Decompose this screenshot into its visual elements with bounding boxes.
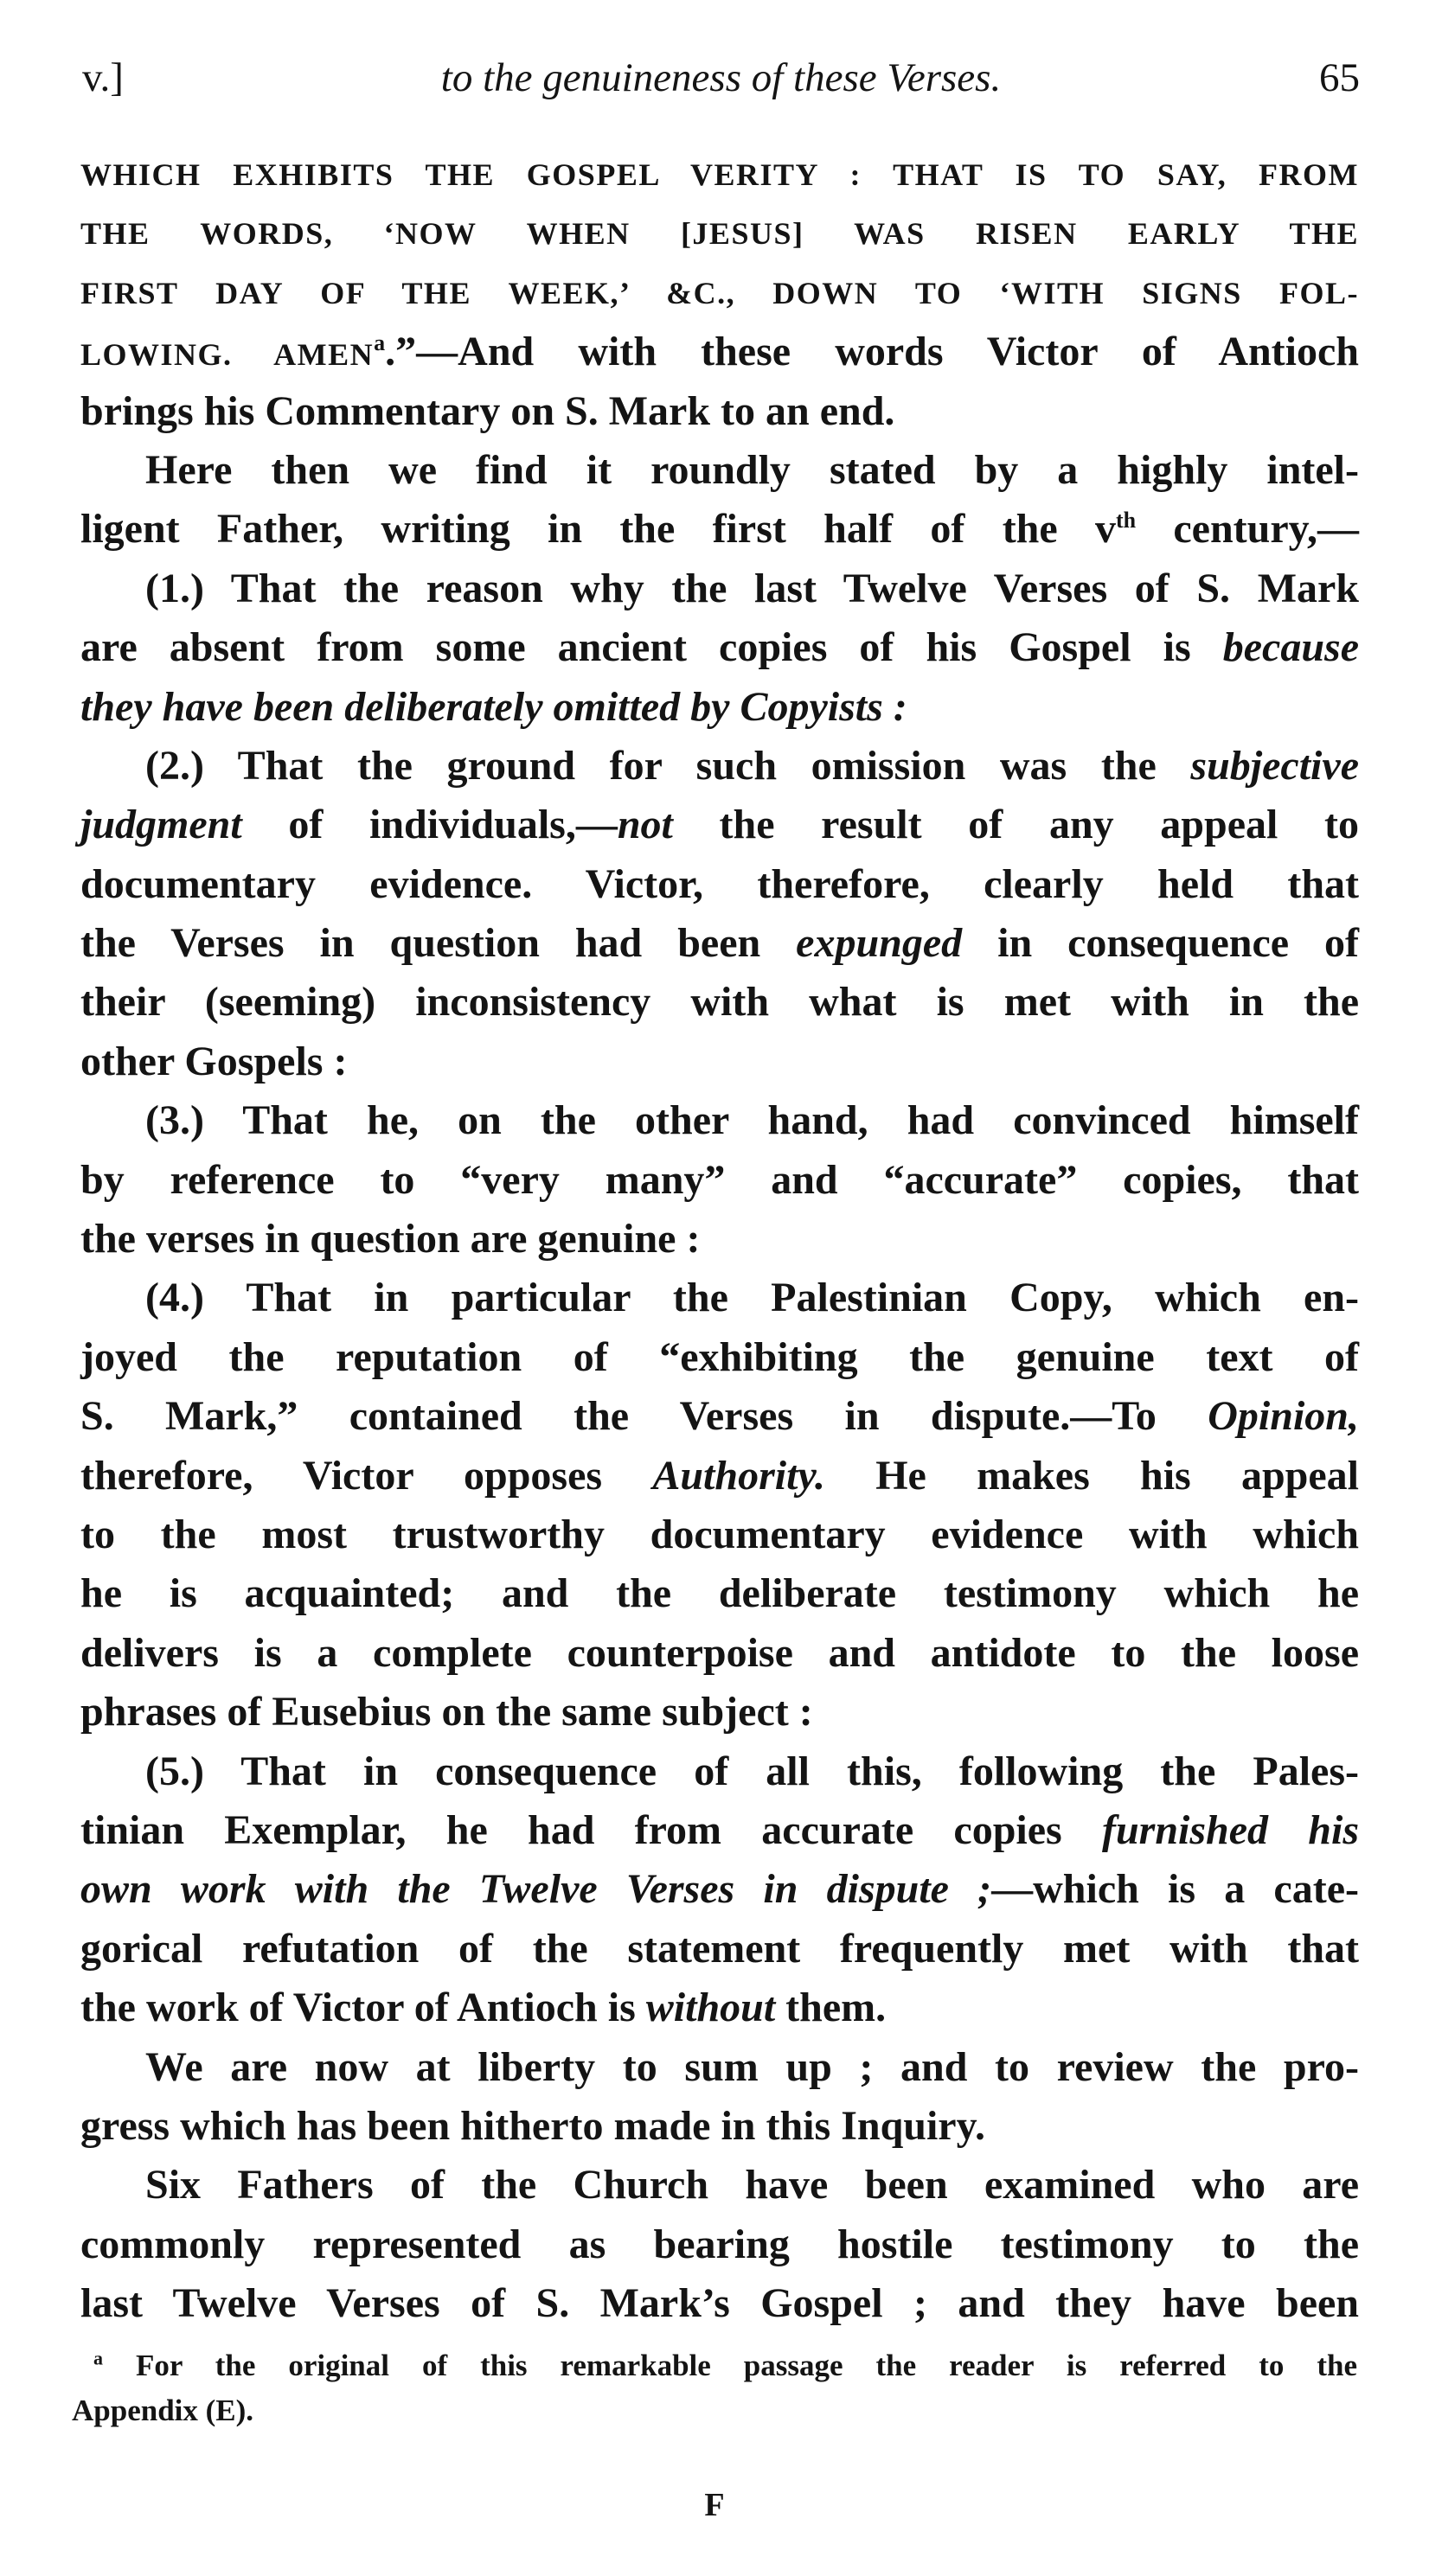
text-line	[80, 323, 1359, 381]
italic-text: Opinion,	[1208, 1393, 1359, 1440]
text-line: FIRST DAY OF THE WEEK,’ &C., DOWN TO ‘WITH SIGNS FOL-	[80, 275, 1359, 310]
text-segment: .”—And with these words Victor of Antioch	[385, 329, 1360, 375]
text-line: by reference to “very many” and “accurate” copies, that	[80, 1156, 1359, 1203]
text-segment: LOWING. AMEN	[80, 337, 375, 373]
text-line	[80, 1978, 1359, 2037]
italic-text: furnished his	[1101, 1806, 1360, 1853]
text-line: he is acquainted; and the deliberate testimony which he	[80, 1570, 1359, 1617]
superscript: th	[1115, 508, 1137, 534]
italic-text: subjective	[1190, 742, 1359, 789]
running-header	[82, 48, 1360, 108]
footnote-ref: a	[374, 330, 386, 356]
text-line: to the most trustworthy documentary evidence with which	[80, 1511, 1359, 1557]
text-segment: the Verses in question had been	[80, 920, 797, 967]
italic-text: own work with the Twelve Verses in dispute ;	[80, 1866, 992, 1913]
text-line: the verses in question are genuine :	[80, 1216, 701, 1262]
text-line	[80, 500, 1359, 559]
text-line: brings his Commentary on S. Mark to an end.	[80, 387, 895, 434]
text-line	[80, 1860, 1359, 1919]
text-line	[80, 1447, 1359, 1505]
text-segment: ligent Father, writing in the first half of the v	[80, 506, 1116, 553]
text-line: last Twelve Verses of S. Mark’s Gospel ; and they have been	[80, 2280, 1359, 2327]
italic-text: judgment	[80, 802, 242, 848]
text-segment: of individuals,—	[241, 802, 618, 848]
text-segment: them.	[775, 1985, 887, 2031]
text-segment: the work of Victor of Antioch is	[80, 1985, 646, 2031]
text-line	[80, 914, 1359, 973]
italic-text: Authority.	[652, 1452, 825, 1499]
footnote-line: Appendix (E).	[72, 2394, 254, 2427]
text-line: their (seeming) inconsistency with what is met with in the	[80, 979, 1359, 1026]
text-segment: (2.) That the ground for such omission was the	[145, 742, 1191, 789]
text-segment: the result of any appeal to	[672, 802, 1359, 848]
text-segment: in consequence of	[962, 920, 1360, 967]
text-line: (4.) That in particular the Palestinian Copy, which en-	[145, 1275, 1359, 1321]
footnote-line	[72, 2343, 1357, 2388]
italic-text: without	[645, 1985, 776, 2031]
text-line	[80, 678, 1359, 737]
text-line: Six Fathers of the Church have been examined who are	[145, 2162, 1359, 2208]
text-line	[80, 796, 1359, 854]
page-number: 65	[1319, 55, 1360, 100]
text-line: other Gospels :	[80, 1038, 348, 1084]
text-line: We are now at liberty to sum up ; and to review the pro-	[145, 2043, 1359, 2090]
text-line: phrases of Eusebius on the same subject :	[80, 1689, 813, 1735]
text-segment: therefore, Victor opposes	[80, 1452, 653, 1499]
text-line	[80, 1801, 1359, 1860]
text-line: gress which has been hitherto made in this Inquiry.	[80, 2102, 985, 2149]
text-line: commonly represented as bearing hostile testimony to the	[80, 2221, 1359, 2267]
italic-text: expunged	[796, 920, 963, 967]
text-line: WHICH EXHIBITS THE GOSPEL VERITY : THAT IS TO SAY, FROM	[80, 157, 1359, 192]
footnote-marker: a	[93, 2347, 103, 2369]
text-segment: He makes his appeal	[824, 1452, 1360, 1499]
text-line	[80, 1387, 1359, 1446]
footnote-text: For the original of this remarkable passage the reader is referred to the	[135, 2349, 1357, 2382]
text-line: gorical refutation of the statement frequently met with that	[80, 1925, 1359, 1972]
text-line: (1.) That the reason why the last Twelve Verses of S. Mark	[145, 565, 1359, 611]
text-line: Here then we find it roundly stated by a highly intel-	[145, 446, 1359, 493]
text-line: delivers is a complete counterpoise and antidote to the loose	[80, 1629, 1359, 1676]
italic-text: they have been deliberately omitted by Copyists :	[80, 683, 907, 730]
text-line	[80, 618, 1359, 677]
text-segment: century,—	[1136, 506, 1360, 553]
italic-text: because	[1222, 624, 1359, 671]
footnote	[72, 2343, 1357, 2433]
text-segment: —which is a cate-	[991, 1866, 1359, 1913]
text-segment: S. Mark,” contained the Verses in dispute.—To	[80, 1393, 1208, 1440]
text-line: (5.) That in consequence of all this, following the Pales-	[145, 1748, 1359, 1794]
chapter-marker: v.]	[82, 55, 124, 100]
running-title: to the genuineness of these Verses.	[440, 55, 1002, 100]
text-line: joyed the reputation of “exhibiting the genuine text of	[80, 1333, 1359, 1380]
text-line: THE WORDS, ‘NOW WHEN [JESUS] WAS RISEN EARLY THE	[80, 216, 1359, 252]
text-line	[80, 737, 1359, 796]
italic-text: not	[617, 802, 673, 848]
text-segment: are absent from some ancient copies of his Gospel is	[80, 624, 1223, 671]
signature-mark: F	[704, 2487, 725, 2523]
main-text	[80, 145, 1359, 2333]
text-line: (3.) That he, on the other hand, had convinced himself	[145, 1097, 1359, 1144]
text-segment: tinian Exemplar, he had from accurate copies	[80, 1806, 1102, 1853]
text-line: documentary evidence. Victor, therefore, clearly held that	[80, 860, 1359, 907]
